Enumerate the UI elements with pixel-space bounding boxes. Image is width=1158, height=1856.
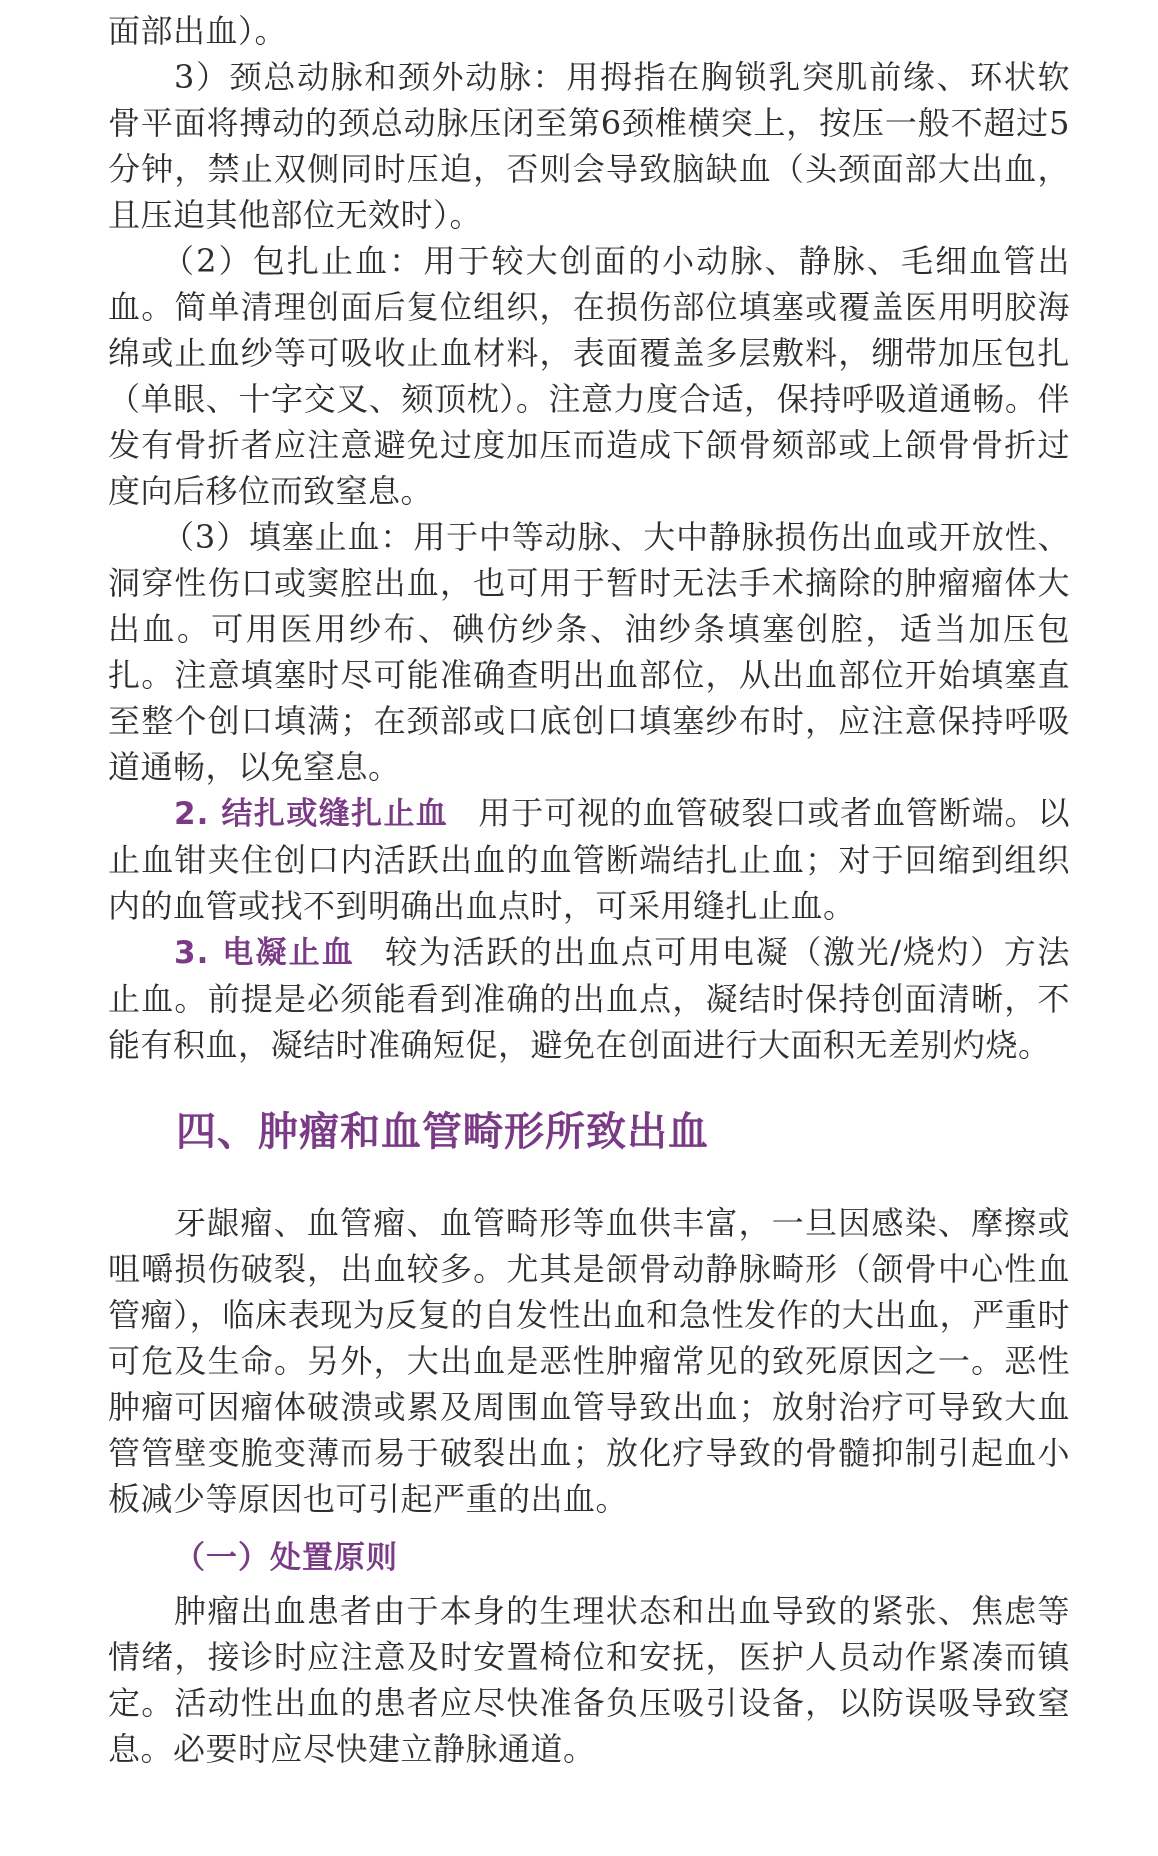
- ligation-heading: 2. 结扎或缝扎止血: [174, 796, 449, 832]
- subsection-title: （一）处置原则: [174, 1540, 398, 1576]
- bandage-paragraph: （2）包扎止血：用于较大创面的小动脉、静脉、毛细血管出血。简单清理创面后复位组织，在损伤部位填塞或覆盖医用明胶海绵或止血纱等可吸收止血材料，表面覆盖多层敷料，绷带加压包扎（单眼、十字交叉、颏顶枕）。注意力度合适，保持呼吸道通畅。伴发有骨折者应注意避免过度加压而造成下颌骨颏部或上颌骨骨折过度向后移位而致窒息。: [108, 242, 1070, 510]
- section-title: 四、肿瘤和血管畸形所致出血: [176, 1109, 709, 1155]
- carotid-paragraph: 3）颈总动脉和颈外动脉：用拇指在胸锁乳突肌前缘、环状软骨平面将搏动的颈总动脉压闭至第6颈椎横突上，按压一般不超过5分钟，禁止双侧同时压迫，否则会导致脑缺血（头颈面部大出血，且压迫其他部位无效时）。: [108, 58, 1070, 234]
- principle-paragraph: 肿瘤出血患者由于本身的生理状态和出血导致的紧张、焦虑等情绪，接诊时应注意及时安置椅位和安抚，医护人员动作紧凑而镇定。活动性出血的患者应尽快准备负压吸引设备，以防误吸导致窒息。必要时应尽快建立静脉通道。: [108, 1592, 1070, 1768]
- electrocoag-heading: 3. 电凝止血: [174, 935, 356, 971]
- packing-paragraph: （3）填塞止血：用于中等动脉、大中静脉损伤出血或开放性、洞穿性伤口或窦腔出血，也可用于暂时无法手术摘除的肿瘤瘤体大出血。可用医用纱布、碘仿纱条、油纱条填塞创腔，适当加压包扎。注意填塞时尽可能准确查明出血部位，从出血部位开始填塞直至整个创口填满；在颈部或口底创口填塞纱布时，应注意保持呼吸道通畅，以免窒息。: [108, 518, 1070, 786]
- ligation-paragraph: [108, 790, 1070, 929]
- document-page: [108, 8, 1070, 1772]
- electrocoag-paragraph: [108, 929, 1070, 1068]
- electrocoag-text: 较为活跃的出血点可用电凝（激光/烧灼）方法止血。前提是必须能看到准确的出血点，凝结时保持创面清晰，不能有积血，凝结时准确短促，避免在创面进行大面积无差别灼烧。: [108, 933, 1070, 1064]
- tumor-paragraph: 牙龈瘤、血管瘤、血管畸形等血供丰富，一旦因感染、摩擦或咀嚼损伤破裂，出血较多。尤其是颌骨动静脉畸形（颌骨中心性血管瘤），临床表现为反复的自发性出血和急性发作的大出血，严重时可危及生命。另外，大出血是恶性肿瘤常见的致死原因之一。恶性肿瘤可因瘤体破溃或累及周围血管导致出血；放射治疗可导致大血管管壁变脆变薄而易于破裂出血；放化疗导致的骨髓抑制引起血小板减少等原因也可引起严重的出血。: [108, 1204, 1070, 1518]
- top-fragment: 面部出血）。: [108, 12, 288, 50]
- ligation-text: 用于可视的血管破裂口或者血管断端。以止血钳夹住创口内活跃出血的血管断端结扎止血；对于回缩到组织内的血管或找不到明确出血点时，可采用缝扎止血。: [108, 794, 1070, 925]
